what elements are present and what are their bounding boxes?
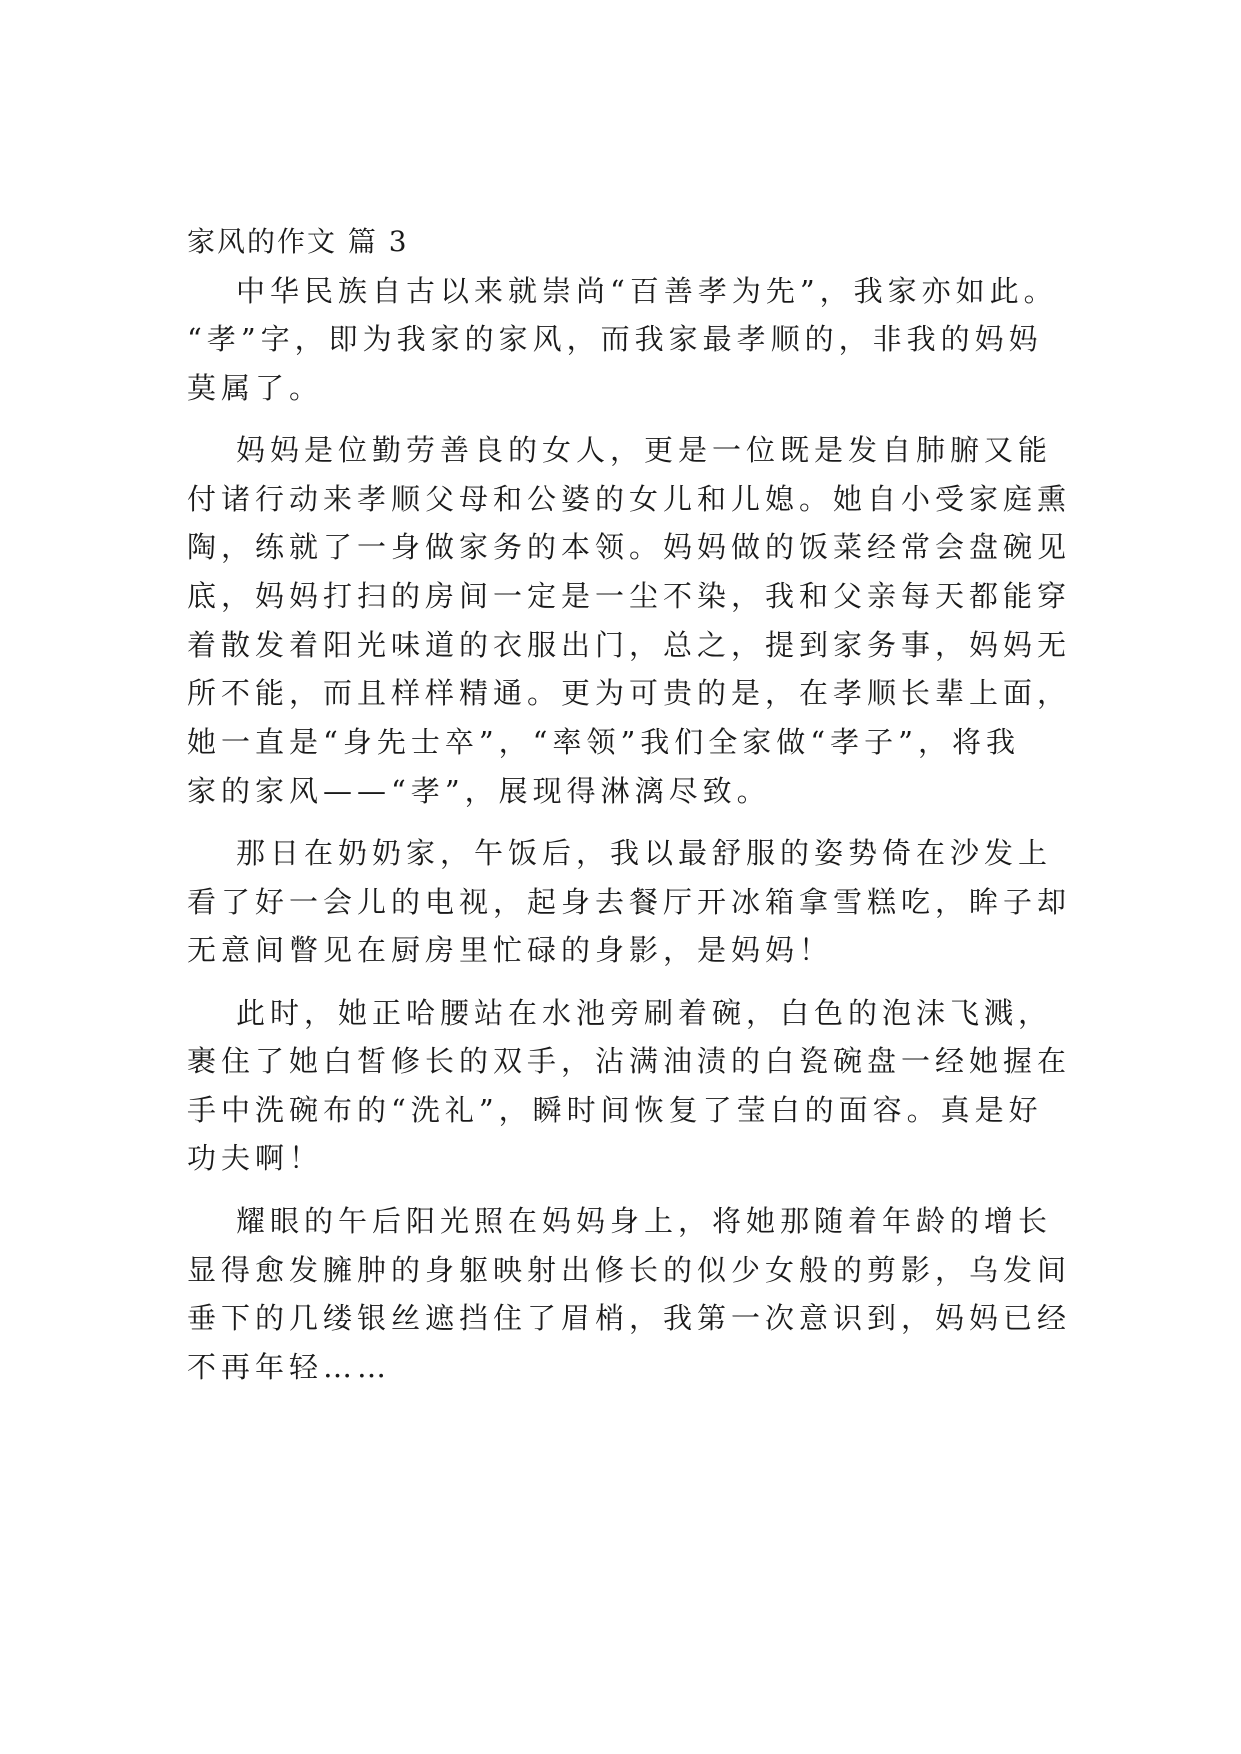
paragraph-4-line-1: 此时，她正哈腰站在水池旁刷着碗，白色的泡沫飞溅，	[236, 996, 1053, 1030]
paragraph-4-line-3: 手中洗碗布的“洗礼”，瞬时间恢复了莹白的面容。真是好	[187, 1093, 1043, 1127]
paragraph-2-line-1: 妈妈是位勤劳善良的女人，更是一位既是发自肺腑又能	[236, 433, 1053, 467]
essay-title: 家风的作文 篇 3	[187, 225, 409, 258]
paragraph-2-line-4: 底，妈妈打扫的房间一定是一尘不染，我和父亲每天都能穿	[187, 579, 1072, 613]
paragraph-5-line-3: 垂下的几缕银丝遮挡住了眉梢，我第一次意识到，妈妈已经	[187, 1301, 1072, 1335]
paragraph-2-line-2: 付诸行动来孝顺父母和公婆的女儿和儿媳。她自小受家庭熏	[187, 482, 1072, 516]
paragraph-5-line-2: 显得愈发臃肿的身躯映射出修长的似少女般的剪影，乌发间	[187, 1253, 1072, 1287]
paragraph-5-line-4: 不再年轻……	[187, 1350, 392, 1384]
paragraph-1-line-2: “孝”字，即为我家的家风，而我家最孝顺的，非我的妈妈	[187, 322, 1043, 356]
paragraph-3-line-3: 无意间瞥见在厨房里忙碌的身影，是妈妈！	[187, 933, 834, 967]
paragraph-3-line-1: 那日在奶奶家，午饭后，我以最舒服的姿势倚在沙发上	[236, 836, 1053, 870]
paragraph-4-line-4: 功夫啊！	[187, 1141, 324, 1175]
paragraph-3-line-2: 看了好一会儿的电视，起身去餐厅开冰箱拿雪糕吃，眸子却	[187, 885, 1072, 919]
paragraph-5-line-1: 耀眼的午后阳光照在妈妈身上，将她那随着年龄的增长	[236, 1204, 1053, 1238]
paragraph-1-line-1: 中华民族自古以来就崇尚“百善孝为先”，我家亦如此。	[236, 274, 1058, 308]
paragraph-2-line-7: 她一直是“身先士卒”，“率领”我们全家做“孝子”，将我	[187, 725, 1020, 759]
paragraph-2-line-6: 所不能，而且样样精通。更为可贵的是，在孝顺长辈上面，	[187, 676, 1072, 710]
paragraph-2-line-5: 着散发着阳光味道的衣服出门，总之，提到家务事，妈妈无	[187, 628, 1072, 662]
paragraph-1-line-3: 莫属了。	[187, 371, 324, 405]
paragraph-4-line-2: 裹住了她白皙修长的双手，沾满油渍的白瓷碗盘一经她握在	[187, 1044, 1072, 1078]
paragraph-2-line-3: 陶，练就了一身做家务的本领。妈妈做的饭菜经常会盘碗见	[187, 530, 1072, 564]
paragraph-2-line-8: 家的家风——“孝”，展现得淋漓尽致。	[187, 774, 771, 808]
